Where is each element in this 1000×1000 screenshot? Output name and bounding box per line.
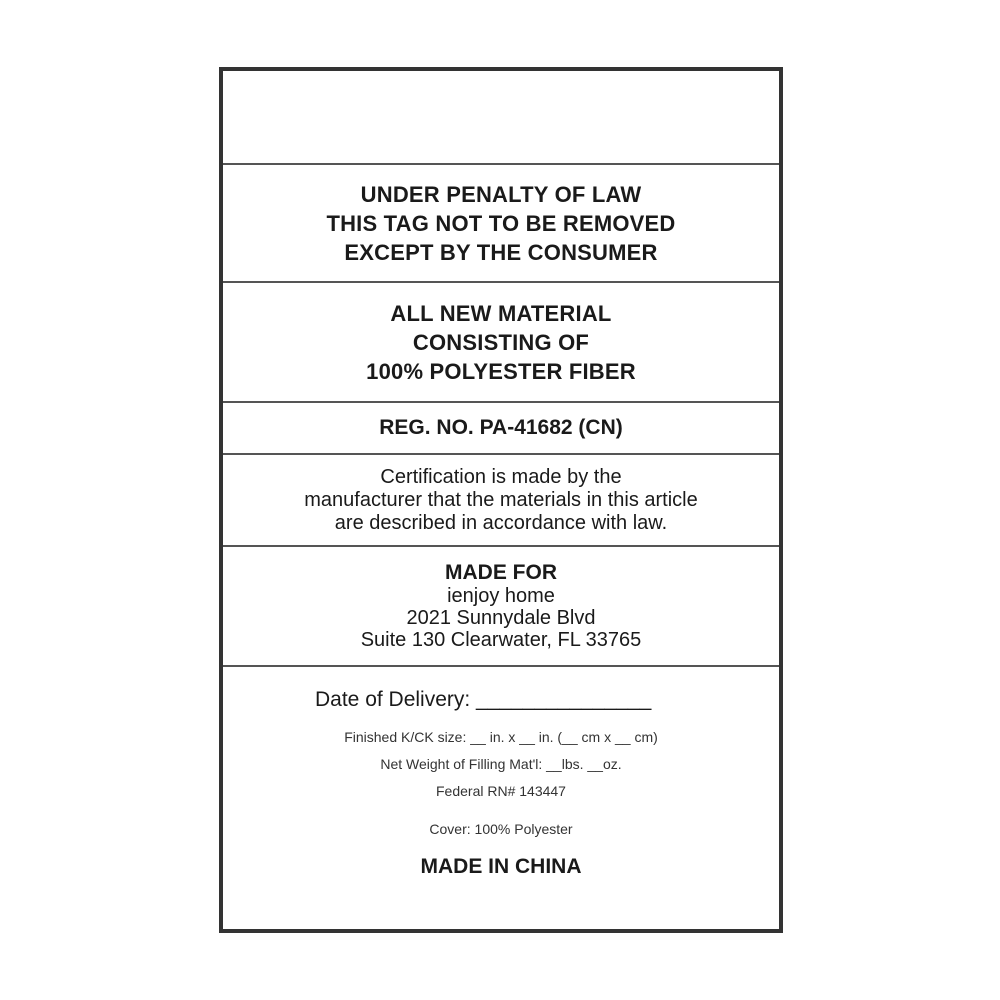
cover-line: Cover: 100% Polyester [429, 821, 573, 837]
company-name: ienjoy home [447, 585, 555, 607]
street-address: 2021 Sunnydale Blvd [406, 607, 596, 629]
warning-section [223, 165, 779, 281]
registration-section [223, 403, 779, 453]
material-line-3: 100% POLYESTER FIBER [366, 358, 636, 384]
delivery-date-field: Date of Delivery: _______________ [315, 688, 652, 711]
material-line-1: ALL NEW MATERIAL [390, 300, 612, 326]
blank-header-section [223, 71, 779, 163]
divider [223, 665, 779, 667]
certification-section [223, 455, 779, 545]
net-weight-line: Net Weight of Filling Mat'l: __lbs. __oz. [380, 756, 622, 772]
law-tag [219, 67, 783, 933]
warning-line-1: UNDER PENALTY OF LAW [360, 181, 642, 207]
material-section [223, 283, 779, 401]
registration-number: REG. NO. PA-41682 (CN) [379, 416, 623, 439]
material-line-2: CONSISTING OF [412, 329, 590, 355]
warning-line-3: EXCEPT BY THE CONSUMER [344, 239, 658, 265]
finished-size-line: Finished K/CK size: __ in. x __ in. (__ cm x __ cm) [344, 729, 658, 745]
city-address: Suite 130 Clearwater, FL 33765 [360, 629, 642, 651]
warning-line-2: THIS TAG NOT TO BE REMOVED [326, 210, 676, 236]
made-for-section [223, 547, 779, 665]
origin-label: MADE IN CHINA [420, 855, 582, 878]
certification-line-3: are described in accordance with law. [334, 511, 668, 534]
certification-line-2: manufacturer that the materials in this article [304, 488, 698, 511]
certification-line-1: Certification is made by the [380, 465, 622, 488]
made-for-heading: MADE FOR [445, 561, 557, 584]
federal-rn-line: Federal RN# 143447 [436, 783, 566, 799]
